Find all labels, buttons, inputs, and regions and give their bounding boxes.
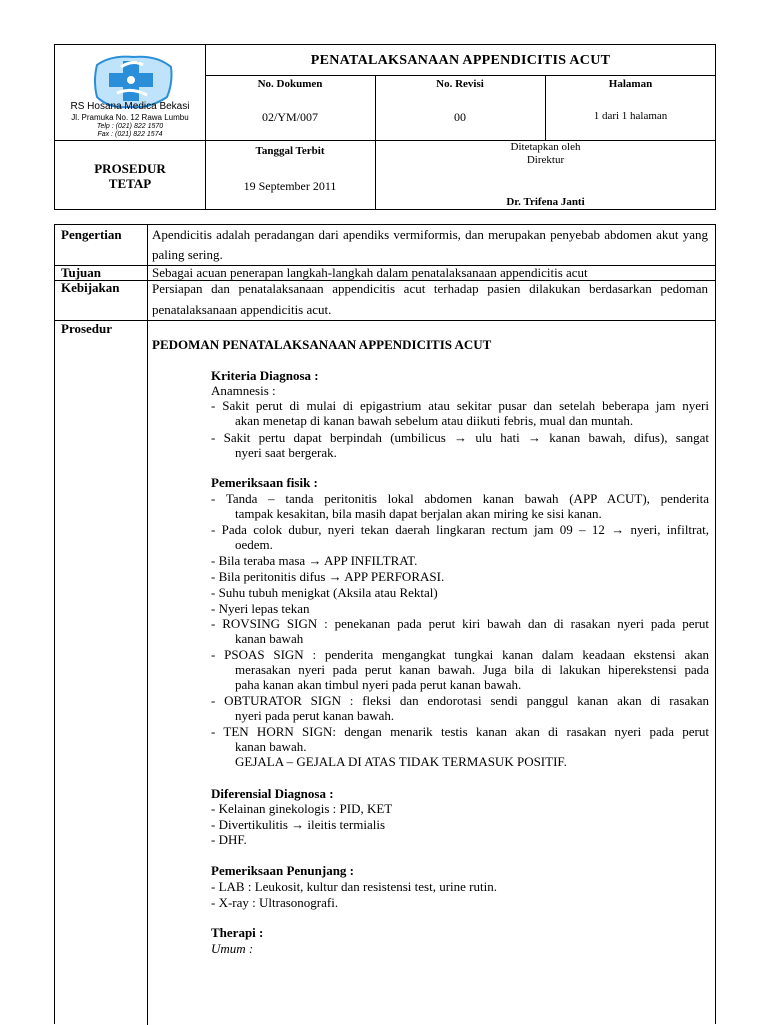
row-label-tujuan: Tujuan (61, 265, 101, 280)
kriteria-item-cont: nyeri saat bergerak. (235, 445, 337, 460)
therapi-heading: Therapi : (211, 925, 264, 940)
row-label-pengertian: Pengertian (61, 227, 122, 242)
fisik-item-cont: tampak kesakitan, bila masih dapat berjalan akan miring ke sisi kanan. (235, 506, 602, 521)
penunjang-item: - X-ray : Ultrasonografi. (211, 895, 339, 910)
signer-name: Dr. Trifena Janti (506, 196, 585, 208)
penunjang-heading: Pemeriksaan Penunjang : (211, 863, 354, 878)
col-header-dokumen: No. Dokumen (257, 78, 323, 90)
row-label-kebijakan: Kebijakan (61, 280, 120, 295)
kriteria-item: - Sakit perut di mulai di epigastrium atau sekitar pusar dan setelah beberapa jam nyeri (211, 398, 709, 413)
ditetapkan-line2: Direktur (526, 154, 565, 166)
therapi-sub: Umum : (211, 941, 254, 956)
hospital-name: RS Hosana Medica Bekasi (70, 101, 190, 112)
row-text-tujuan: Sebagai acuan penerapan langkah-langkah dalam penatalaksanaan appendicitis acut (152, 265, 588, 280)
fisik-item: - Tanda – tanda peritonitis lokal abdomen kanan bawah (APP ACUT), penderita (211, 491, 709, 506)
hospital-telp: Telp : (021) 822 1570 (96, 123, 164, 130)
tanggal-terbit-value: 19 September 2011 (243, 179, 337, 193)
prosedur-label-line2: TETAP (108, 176, 152, 191)
fisik-item: - Suhu tubuh menigkat (Aksila atau Rektal) (211, 585, 438, 600)
value-halaman: 1 dari 1 halaman (593, 110, 668, 122)
value-dokumen: 02/YM/007 (261, 110, 318, 124)
fisik-heading: Pemeriksaan fisik : (211, 475, 318, 490)
row-text-pengertian: Apendicitis adalah peradangan dari apendiks vermiformis, dan merupakan penyebab abdomen akut yang paling sering. (152, 227, 708, 262)
fisik-item: - Bila peritonitis difus → APP PERFORASI. (211, 569, 445, 584)
value-revisi: 00 (454, 110, 466, 124)
divider (205, 75, 716, 76)
fisik-item: - PSOAS SIGN : penderita mengangkat tungkai kanan dalam keadaan ekstensi akan (211, 647, 709, 662)
fisik-item: - Nyeri lepas tekan (211, 601, 310, 616)
col-header-revisi: No. Revisi (436, 78, 484, 90)
hospital-address: Jl. Pramuka No. 12 Rawa Lumbu (71, 113, 189, 122)
fisik-item-cont: kanan bawah. (235, 739, 307, 754)
diferensial-heading: Diferensial Diagnosa : (211, 786, 334, 801)
fisik-item-cont: nyeri pada perut kanan bawah. (235, 708, 395, 723)
tanggal-terbit-label: Tanggal Terbit (255, 145, 325, 157)
hospital-fax: Fax : (021) 822 1574 (97, 131, 163, 138)
row-text-kebijakan: Persiapan dan penatalaksanaan appendicitis acut terhadap pasien dilakukan berdasarkan pedoman penatalaksanaan appendicitis acut. (152, 281, 708, 317)
fisik-note: GEJALA – GEJALA DI ATAS TIDAK TERMASUK POSITIF. (235, 754, 567, 769)
fisik-item: - ROVSING SIGN : penekanan pada perut kiri bawah dan di rasakan nyeri pada perut (211, 616, 709, 631)
fisik-item-cont: oedem. (235, 537, 273, 552)
fisik-item-cont: paha kanan akan timbul nyeri pada perut kanan bawah. (235, 677, 522, 692)
ditetapkan-line1: Ditetapkan oleh (510, 141, 581, 153)
document-title: PENATALAKSANAAN APPENDICITIS ACUT (310, 53, 611, 68)
diferensial-item: - Divertikulitis → ileitis termialis (211, 817, 386, 832)
diferensial-item: - Kelainan ginekologis : PID, KET (211, 801, 393, 816)
fisik-item-cont: kanan bawah (235, 631, 304, 646)
prosedur-label-line1: PROSEDUR (94, 161, 166, 176)
fisik-item: - Bila teraba masa → APP INFILTRAT. (211, 553, 418, 568)
document-header-table (54, 44, 716, 210)
divider (55, 320, 716, 321)
prosedur-heading: PEDOMAN PENATALAKSANAAN APPENDICITIS ACUT (152, 337, 492, 352)
kriteria-item-cont: akan menetap di kanan bawah sebelum atau diikuti febris, mual dan muntah. (235, 413, 634, 428)
kriteria-sub: Anamnesis : (211, 383, 276, 398)
row-label-prosedur: Prosedur (61, 321, 113, 336)
fisik-item: - Pada colok dubur, nyeri tekan daerah lingkaran rectum jam 09 – 12 → nyeri, infiltrat, (211, 522, 709, 537)
fisik-item: - TEN HORN SIGN: dengan menarik testis kanan akan di rasakan nyeri pada perut (211, 724, 709, 739)
diferensial-item: - DHF. (211, 832, 247, 847)
fisik-item: - OBTURATOR SIGN : fleksi dan endorotasi sendi panggul kanan akan di rasakan (211, 693, 709, 708)
kriteria-heading: Kriteria Diagnosa : (211, 368, 319, 383)
col-header-halaman: Halaman (608, 78, 653, 90)
procedure-body-table (54, 224, 716, 1024)
penunjang-item: - LAB : Leukosit, kultur dan resistensi test, urine rutin. (211, 879, 497, 894)
kriteria-item: - Sakit pertu dapat berpindah (umbilicus → ulu hati → kanan bawah, difus), sangat (211, 430, 709, 445)
divider (147, 225, 148, 1025)
fisik-item-cont: merasakan nyeri pada perut kanan bawah. Juga bila di lakukan hiperekstensi pada (235, 662, 709, 677)
